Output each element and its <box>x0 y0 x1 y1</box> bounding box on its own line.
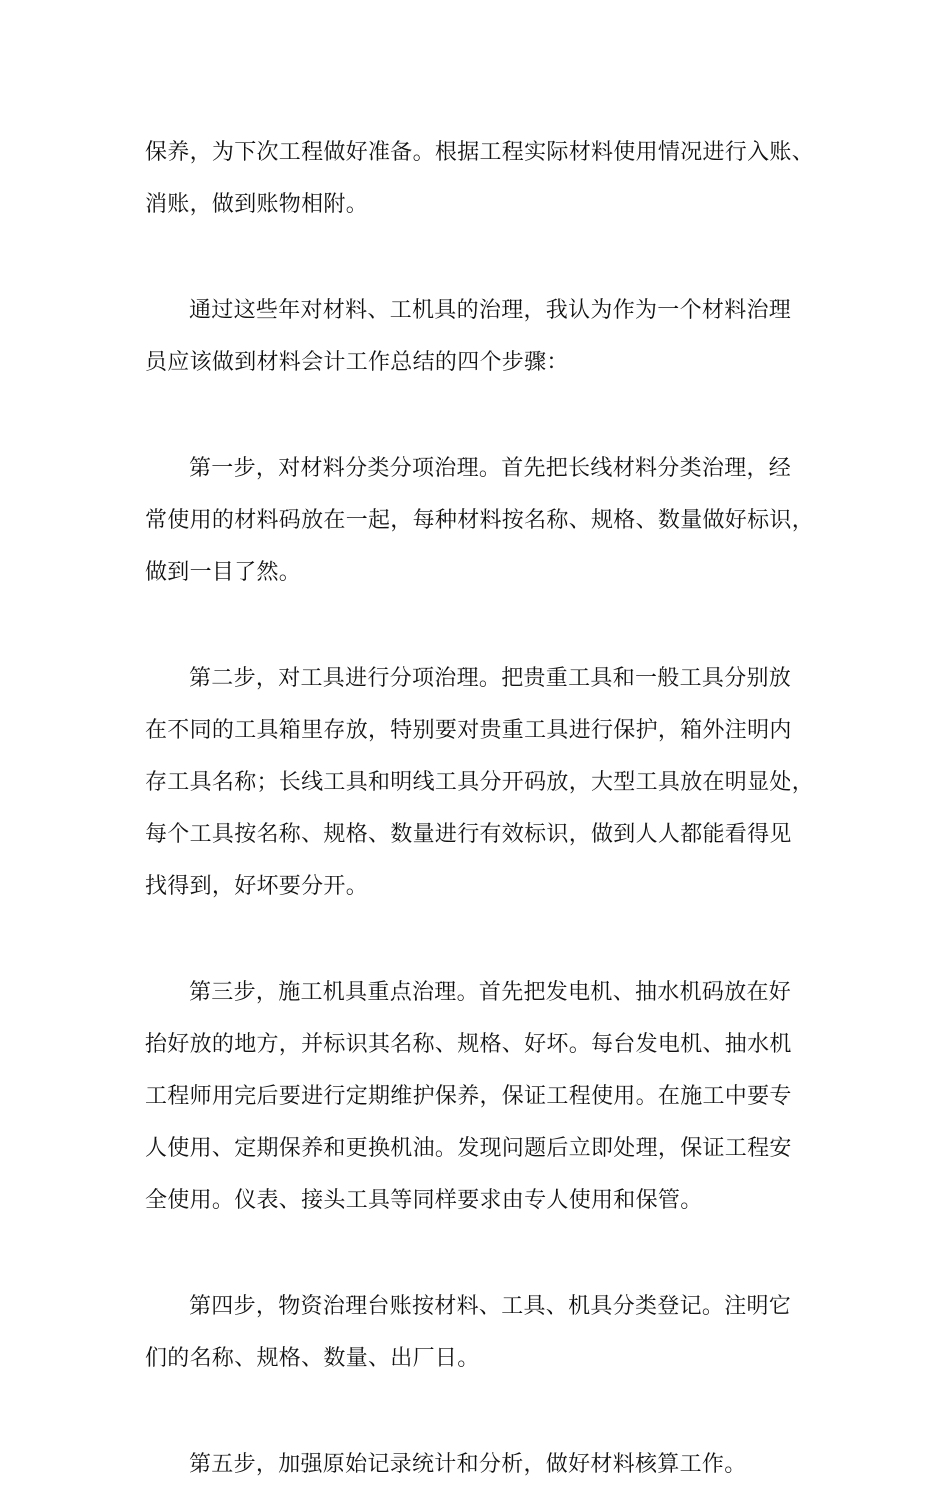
document-body <box>145 127 815 1491</box>
paragraph-line: 做到一目了然。 <box>145 560 302 585</box>
paragraph-step-2 <box>145 653 815 913</box>
paragraph-line: 第三步，施工机具重点治理。首先把发电机、抽水机码放在好 <box>189 980 792 1005</box>
paragraph-line: 第四步，物资治理台账按材料、工具、机具分类登记。注明它 <box>189 1294 792 1319</box>
paragraph-2 <box>145 285 810 389</box>
paragraph-line: 在不同的工具箱里存放，特别要对贵重工具进行保护，箱外注明内 <box>145 718 792 743</box>
paragraph-line: 找得到，好坏要分开。 <box>145 874 369 899</box>
paragraph-line: 通过这些年对材料、工机具的治理，我认为作为一个材料治理 <box>189 298 792 323</box>
paragraph-line: 工程师用完后要进行定期维护保养，保证工程使用。在施工中要专 <box>145 1084 792 1109</box>
paragraph-line: 每个工具按名称、规格、数量进行有效标识，做到人人都能看得见 <box>145 822 792 847</box>
paragraph-step-3 <box>145 967 810 1227</box>
paragraph-line: 第二步，对工具进行分项治理。把贵重工具和一般工具分别放 <box>189 666 792 691</box>
paragraph-line: 抬好放的地方，并标识其名称、规格、好坏。每台发电机、抽水机 <box>145 1032 792 1057</box>
paragraph-line: 全使用。仪表、接头工具等同样要求由专人使用和保管。 <box>145 1188 703 1213</box>
paragraph-step-4 <box>145 1281 810 1385</box>
paragraph-line: 们的名称、规格、数量、出厂日。 <box>145 1346 480 1371</box>
paragraph-1 <box>145 127 815 231</box>
paragraph-line: 存工具名称；长线工具和明线工具分开码放，大型工具放在明显处， <box>145 770 815 795</box>
paragraph-step-1 <box>145 443 815 599</box>
paragraph-line: 员应该做到材料会计工作总结的四个步骤： <box>145 350 569 375</box>
paragraph-line: 消账，做到账物相附。 <box>145 192 369 217</box>
paragraph-line: 常使用的材料码放在一起，每种材料按名称、规格、数量做好标识， <box>145 508 815 533</box>
paragraph-line: 第五步，加强原始记录统计和分析，做好材料核算工作。 <box>189 1452 747 1477</box>
paragraph-line: 第一步，对材料分类分项治理。首先把长线材料分类治理，经 <box>189 456 792 481</box>
paragraph-line: 保养，为下次工程做好准备。根据工程实际材料使用情况进行入账、 <box>145 140 815 165</box>
paragraph-line: 人使用、定期保养和更换机油。发现问题后立即处理，保证工程安 <box>145 1136 792 1161</box>
paragraph-step-5 <box>145 1439 810 1491</box>
